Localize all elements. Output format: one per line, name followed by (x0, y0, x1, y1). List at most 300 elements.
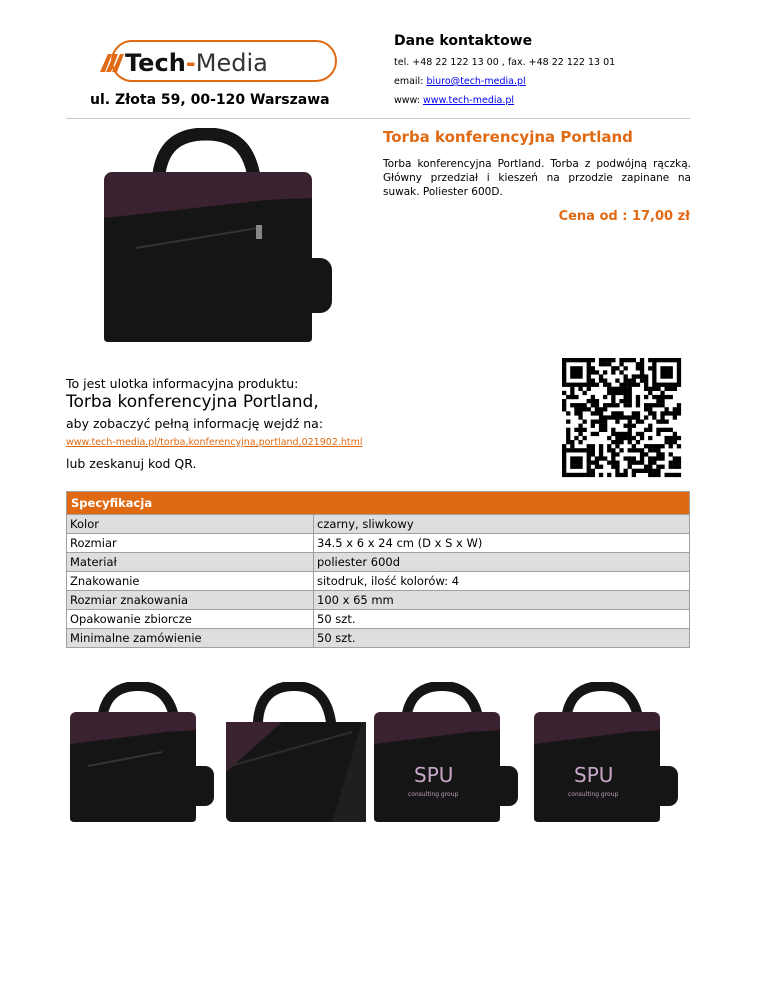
qr-module (648, 391, 652, 395)
qr-module (587, 374, 591, 378)
qr-module (628, 403, 632, 407)
qr-module (669, 436, 673, 440)
qr-module (595, 411, 599, 415)
qr-module (628, 465, 632, 469)
qr-module (574, 428, 578, 432)
contact-www-line (394, 95, 514, 106)
qr-module (570, 440, 574, 444)
qr-module (578, 428, 582, 432)
qr-module (611, 391, 615, 395)
qr-module (587, 379, 591, 383)
qr-module (611, 415, 615, 419)
qr-module (652, 403, 656, 407)
qr-module (628, 456, 632, 460)
qr-module (677, 461, 681, 465)
qr-module (624, 403, 628, 407)
qr-module (591, 420, 595, 424)
qr-module (648, 473, 652, 477)
qr-module (619, 415, 623, 419)
qr-module (615, 465, 619, 469)
qr-module (611, 461, 615, 465)
qr-module (587, 387, 591, 391)
qr-module (562, 461, 566, 465)
qr-module (632, 473, 636, 477)
table-row (67, 629, 690, 648)
print-logo: SPU (574, 763, 614, 787)
qr-module (591, 469, 595, 473)
tech-media-logo (100, 40, 340, 82)
spec-key: Rozmiar (67, 534, 314, 553)
spec-key: Rozmiar znakowania (67, 591, 314, 610)
qr-module (665, 420, 669, 424)
qr-module (644, 452, 648, 456)
qr-module (578, 432, 582, 436)
qr-module (570, 383, 574, 387)
qr-module (570, 374, 574, 378)
qr-module (562, 358, 566, 362)
qr-module (669, 428, 673, 432)
qr-module (628, 395, 632, 399)
qr-module (669, 444, 673, 448)
qr-module (632, 379, 636, 383)
qr-module (632, 436, 636, 440)
qr-module (562, 456, 566, 460)
qr-module (632, 411, 636, 415)
qr-module (624, 469, 628, 473)
qr-module (648, 469, 652, 473)
qr-module (603, 456, 607, 460)
qr-module (656, 387, 660, 391)
qr-module (566, 473, 570, 477)
qr-module (562, 362, 566, 366)
qr-module (595, 407, 599, 411)
qr-module (562, 374, 566, 378)
qr-module (648, 407, 652, 411)
qr-module (669, 461, 673, 465)
qr-module (624, 399, 628, 403)
qr-module (566, 440, 570, 444)
qr-module (603, 415, 607, 419)
qr-module (677, 370, 681, 374)
qr-module (624, 473, 628, 477)
qr-module (648, 456, 652, 460)
qr-module (574, 411, 578, 415)
qr-module (587, 473, 591, 477)
spec-value: sitodruk, ilość kolorów: 4 (314, 572, 690, 591)
qr-module (644, 428, 648, 432)
qr-module (665, 374, 669, 378)
qr-module (628, 415, 632, 419)
qr-module (636, 440, 640, 444)
qr-module (624, 366, 628, 370)
qr-module (599, 456, 603, 460)
qr-module (673, 387, 677, 391)
gallery-image-3[interactable] (370, 682, 522, 826)
qr-module (636, 448, 640, 452)
qr-module (566, 411, 570, 415)
qr-module (677, 374, 681, 378)
qr-module (591, 383, 595, 387)
header-divider (66, 118, 690, 119)
qr-module (603, 424, 607, 428)
qr-module (652, 374, 656, 378)
qr-module (566, 383, 570, 387)
qr-module (566, 428, 570, 432)
qr-module (644, 415, 648, 419)
qr-module (615, 387, 619, 391)
qr-module (636, 395, 640, 399)
qr-module (665, 383, 669, 387)
qr-module (656, 432, 660, 436)
qr-module (677, 411, 681, 415)
qr-module (660, 366, 664, 370)
qr-module (632, 444, 636, 448)
qr-module (587, 358, 591, 362)
logo-dash: - (185, 49, 196, 77)
qr-module (665, 366, 669, 370)
qr-module (619, 391, 623, 395)
contact-title: Dane kontaktowe (394, 33, 533, 49)
qr-module (640, 420, 644, 424)
gallery-image-4[interactable] (530, 682, 682, 826)
qr-module (611, 411, 615, 415)
qr-module (591, 358, 595, 362)
qr-module (669, 452, 673, 456)
qr-module (611, 387, 615, 391)
gallery-image-1[interactable] (66, 682, 218, 826)
qr-module (665, 358, 669, 362)
qr-module (615, 469, 619, 473)
qr-module (628, 383, 632, 387)
qr-module (599, 374, 603, 378)
spec-value: 100 x 65 mm (314, 591, 690, 610)
qr-module (624, 383, 628, 387)
qr-module (665, 436, 669, 440)
qr-module (665, 428, 669, 432)
qr-module (628, 440, 632, 444)
qr-module (611, 370, 615, 374)
qr-module (607, 448, 611, 452)
qr-module (591, 448, 595, 452)
qr-module (628, 424, 632, 428)
qr-module (640, 461, 644, 465)
qr-module (583, 403, 587, 407)
qr-module (677, 465, 681, 469)
qr-module (574, 461, 578, 465)
print-logo: SPU (414, 763, 454, 787)
qr-module (619, 432, 623, 436)
qr-module (591, 461, 595, 465)
qr-module (648, 424, 652, 428)
qr-module (607, 362, 611, 366)
qr-module (578, 411, 582, 415)
qr-module (578, 387, 582, 391)
qr-module (673, 461, 677, 465)
qr-module (673, 432, 677, 436)
qr-module (607, 391, 611, 395)
qr-module (578, 456, 582, 460)
qr-module (669, 370, 673, 374)
qr-module (632, 448, 636, 452)
qr-module (673, 473, 677, 477)
qr-module (628, 428, 632, 432)
qr-module (599, 424, 603, 428)
qr-module (570, 391, 574, 395)
qr-module (636, 366, 640, 370)
qr-module (583, 420, 587, 424)
qr-module (673, 383, 677, 387)
qr-module (599, 420, 603, 424)
table-row (67, 572, 690, 591)
qr-module (640, 358, 644, 362)
qr-module (648, 436, 652, 440)
qr-module (677, 362, 681, 366)
qr-module (583, 383, 587, 387)
email-link[interactable]: biuro@tech-media.pl (426, 76, 526, 87)
qr-module (648, 358, 652, 362)
qr-module (603, 407, 607, 411)
qr-module (578, 407, 582, 411)
qr-module (656, 420, 660, 424)
qr-module (669, 411, 673, 415)
qr-module (648, 465, 652, 469)
qr-module (652, 444, 656, 448)
qr-module (574, 407, 578, 411)
qr-module (624, 415, 628, 419)
qr-module (599, 407, 603, 411)
qr-module (619, 473, 623, 477)
qr-module (669, 395, 673, 399)
company-address: ul. Złota 59, 00-120 Warszawa (90, 92, 330, 108)
qr-module (660, 395, 664, 399)
qr-module (665, 473, 669, 477)
qr-module (656, 469, 660, 473)
qr-module (660, 383, 664, 387)
qr-module (570, 461, 574, 465)
qr-module (570, 370, 574, 374)
qr-module (640, 362, 644, 366)
qr-module (607, 387, 611, 391)
qr-module (665, 387, 669, 391)
product-url-link[interactable]: www.tech-media.pl/torba,konferencyjna,portland,021902.html (66, 437, 363, 448)
qr-module (673, 407, 677, 411)
qr-module (599, 465, 603, 469)
qr-module (652, 469, 656, 473)
qr-module (628, 399, 632, 403)
qr-module (615, 473, 619, 477)
qr-module (673, 465, 677, 469)
qr-module (619, 358, 623, 362)
table-row (67, 591, 690, 610)
qr-module (624, 374, 628, 378)
specification-header: Specyfikacja (67, 492, 690, 515)
qr-module (624, 456, 628, 460)
qr-module (587, 370, 591, 374)
qr-module (562, 444, 566, 448)
qr-module (632, 374, 636, 378)
qr-module (656, 452, 660, 456)
qr-module (595, 370, 599, 374)
qr-module (632, 456, 636, 460)
spec-value: 50 szt. (314, 629, 690, 648)
qr-module (644, 374, 648, 378)
qr-module (660, 420, 664, 424)
qr-module (599, 473, 603, 477)
logo-media: Media (195, 49, 268, 77)
qr-module (587, 362, 591, 366)
qr-module (615, 420, 619, 424)
qr-module (599, 411, 603, 415)
qr-module (652, 456, 656, 460)
qr-module (640, 456, 644, 460)
qr-module (578, 383, 582, 387)
qr-module (562, 379, 566, 383)
qr-module (578, 473, 582, 477)
qr-module (578, 461, 582, 465)
qr-module (562, 448, 566, 452)
qr-module (607, 383, 611, 387)
qr-module (583, 436, 587, 440)
qr-module (599, 358, 603, 362)
qr-module (665, 440, 669, 444)
qr-module (566, 436, 570, 440)
qr-module (660, 456, 664, 460)
qr-module (566, 432, 570, 436)
qr-module (574, 436, 578, 440)
spec-key: Kolor (67, 515, 314, 534)
qr-module (574, 403, 578, 407)
svg-text:Tech-Media (125, 49, 268, 77)
info-cta: aby zobaczyć pełną informację wejdź na: (66, 416, 324, 431)
qr-module (660, 370, 664, 374)
qr-module (574, 448, 578, 452)
qr-module (578, 448, 582, 452)
qr-module (648, 461, 652, 465)
qr-module (591, 399, 595, 403)
spec-key: Opakowanie zbiorcze (67, 610, 314, 629)
qr-module (562, 366, 566, 370)
qr-module (574, 358, 578, 362)
qr-module (669, 383, 673, 387)
qr-module (562, 383, 566, 387)
product-price: Cena od : 17,00 zł (558, 209, 690, 224)
qr-module (615, 432, 619, 436)
qr-module (615, 366, 619, 370)
qr-module (644, 387, 648, 391)
qr-module (628, 420, 632, 424)
qr-module (603, 383, 607, 387)
qr-module (660, 444, 664, 448)
qr-code[interactable] (562, 358, 690, 478)
qr-module (632, 415, 636, 419)
info-qr-text: lub zeskanuj kod QR. (66, 456, 197, 471)
qr-module (624, 424, 628, 428)
qr-module (562, 370, 566, 374)
qr-module (607, 415, 611, 419)
qr-module (660, 403, 664, 407)
qr-module (611, 366, 615, 370)
qr-module (603, 362, 607, 366)
qr-module (615, 440, 619, 444)
qr-module (628, 358, 632, 362)
qr-module (611, 452, 615, 456)
qr-module (615, 452, 619, 456)
qr-module (677, 379, 681, 383)
qr-module (591, 403, 595, 407)
qr-module (665, 395, 669, 399)
qr-module (648, 444, 652, 448)
qr-module (628, 379, 632, 383)
qr-module (656, 395, 660, 399)
qr-module (562, 465, 566, 469)
qr-module (591, 395, 595, 399)
qr-module (628, 387, 632, 391)
qr-module (632, 358, 636, 362)
qr-module (562, 407, 566, 411)
qr-module (603, 395, 607, 399)
qr-module (611, 440, 615, 444)
qr-module (652, 448, 656, 452)
www-link[interactable]: www.tech-media.pl (423, 95, 515, 106)
qr-module (652, 362, 656, 366)
qr-module (636, 374, 640, 378)
qr-module (648, 428, 652, 432)
qr-module (595, 403, 599, 407)
gallery-image-2[interactable] (222, 682, 374, 826)
qr-module (628, 436, 632, 440)
qr-module (583, 391, 587, 395)
qr-module (611, 403, 615, 407)
qr-module (591, 366, 595, 370)
qr-module (591, 444, 595, 448)
qr-module (591, 370, 595, 374)
qr-module (587, 366, 591, 370)
qr-module (619, 411, 623, 415)
qr-module (652, 370, 656, 374)
qr-module (570, 403, 574, 407)
qr-module (595, 383, 599, 387)
qr-module (607, 436, 611, 440)
qr-module (656, 465, 660, 469)
qr-module (587, 469, 591, 473)
qr-module (636, 432, 640, 436)
qr-module (636, 415, 640, 419)
qr-module (632, 383, 636, 387)
qr-module (574, 473, 578, 477)
qr-module (644, 395, 648, 399)
qr-module (644, 465, 648, 469)
qr-module (673, 415, 677, 419)
qr-module (574, 383, 578, 387)
print-subtext: consulting group (568, 791, 619, 798)
qr-module (677, 456, 681, 460)
qr-module (652, 411, 656, 415)
qr-module (607, 473, 611, 477)
qr-module (570, 387, 574, 391)
qr-module (599, 362, 603, 366)
qr-module (574, 456, 578, 460)
qr-module (644, 469, 648, 473)
qr-module (574, 465, 578, 469)
contact-phone-fax: tel. +48 22 122 13 00 , fax. +48 22 122 13 01 (394, 57, 616, 68)
qr-module (587, 399, 591, 403)
table-row (67, 610, 690, 629)
qr-module (583, 407, 587, 411)
qr-module (652, 379, 656, 383)
qr-module (574, 374, 578, 378)
qr-module (677, 473, 681, 477)
qr-module (574, 395, 578, 399)
